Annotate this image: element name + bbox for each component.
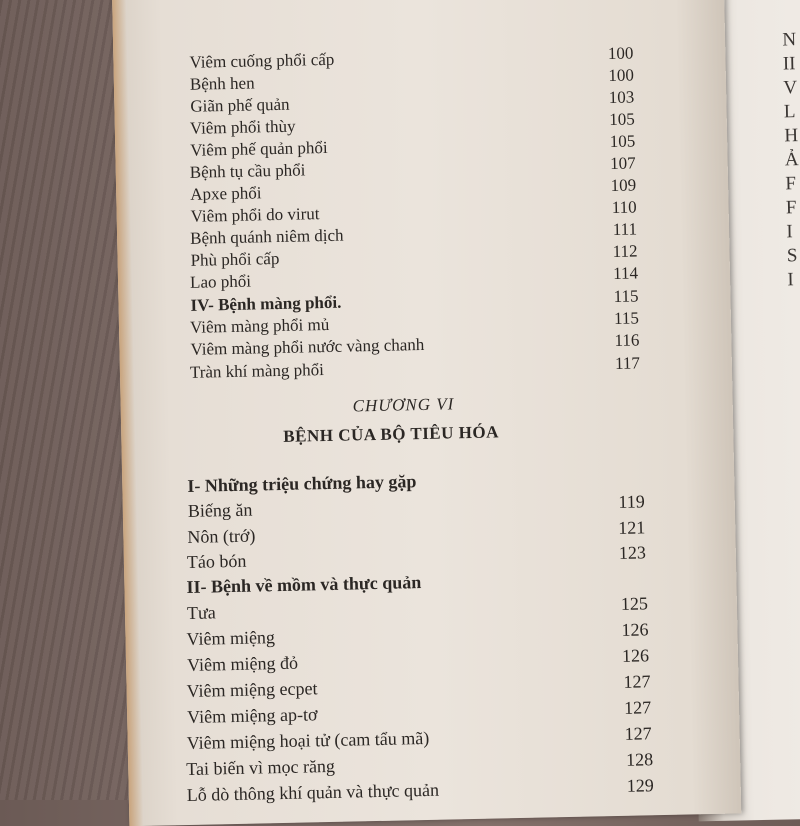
toc-entry-page: 115: [613, 308, 640, 328]
toc-entry-page: 100: [608, 65, 635, 86]
toc-entry-page: 100: [607, 43, 634, 64]
adjacent-page-fragment: F: [785, 173, 797, 195]
adjacent-page-fragment: F: [785, 197, 797, 219]
adjacent-page-fragment: Ả: [784, 149, 799, 171]
toc-entry-title: Phù phổi cấp: [190, 248, 280, 270]
toc-entry-page: 112: [612, 241, 638, 261]
toc-entry-title: Tai biến vì mọc răng: [186, 755, 336, 780]
toc-entry-page: 109: [610, 175, 637, 196]
toc-entry-page: 107: [609, 153, 636, 174]
toc-entry-page: 128: [625, 749, 654, 770]
toc-entry-page: 127: [624, 723, 652, 744]
adjacent-page-fragment: N: [782, 29, 797, 51]
toc-section-title: IV- Bệnh màng phổi.: [190, 292, 342, 315]
toc-entry-page: 103: [608, 87, 635, 108]
toc-entry-title: Viêm miệng: [186, 627, 276, 649]
toc-entry-title: Táo bón: [186, 550, 247, 572]
toc-entry-page: 110: [611, 197, 637, 217]
toc-entry-title: Viêm miệng hoại tử (cam tẩu mã): [186, 727, 430, 754]
adjacent-page-fragment: II: [782, 53, 796, 75]
book-page: [112, 0, 741, 826]
toc-entry-page: 125: [620, 593, 649, 614]
toc-entry-title: Biếng ăn: [187, 499, 253, 521]
adjacent-page-fragment: H: [784, 125, 799, 147]
toc-entry-page: 105: [609, 109, 635, 130]
toc-entry-page: 116: [614, 330, 640, 350]
toc-entry-page: 119: [618, 491, 645, 512]
toc-entry-title: Viêm miệng ap-tơ: [186, 704, 318, 727]
toc-entry-page: 114: [612, 263, 639, 283]
toc-entry-page: 111: [612, 219, 638, 239]
toc-entry-title: Nôn (trớ): [187, 525, 256, 547]
toc-entry-title: Lỗ dò thông khí quản và thực quản: [186, 779, 440, 806]
toc-entry-title: Lao phổi: [189, 271, 252, 292]
chapter-title: BỆNH CỦA BỘ TIÊU HÓA: [283, 422, 500, 446]
toc-entry-page: 123: [618, 542, 647, 563]
toc-entry-title: Bệnh tụ cầu phổi: [189, 160, 306, 182]
adjacent-page-fragment: S: [786, 245, 798, 267]
chapter-label: CHƯƠNG VI: [352, 394, 455, 416]
toc-entry-page: 115: [613, 286, 639, 306]
adjacent-page-fragment: I: [786, 221, 793, 243]
wood-background: [0, 0, 130, 800]
toc-entry-title: Apxe phổi: [190, 183, 262, 204]
adjacent-page-fragment: I: [787, 269, 794, 291]
toc-entry-page: 129: [626, 775, 654, 796]
toc-entry-title: Tràn khí màng phổi: [189, 360, 325, 382]
toc-entry-title: Viêm miệng ecpet: [186, 678, 318, 701]
toc-entry-page: 126: [621, 619, 649, 640]
toc-entry-page: 121: [618, 517, 646, 538]
toc-entry-title: Viêm miệng đỏ: [186, 652, 299, 675]
toc-entry-title: Viêm phế quản phổi: [190, 137, 328, 160]
toc-entry-page: 127: [623, 697, 652, 718]
adjacent-page-fragment: V: [783, 77, 798, 99]
toc-entry-title: Giãn phế quản: [190, 94, 290, 116]
toc-entry-title: Viêm màng phổi mủ: [189, 314, 330, 337]
toc-entry-title: Viêm phổi do virut: [190, 204, 320, 226]
toc-entry-title: Bệnh quánh niêm dịch: [189, 225, 344, 248]
toc-entry-title: Viêm màng phổi nước vàng chanh: [190, 334, 425, 359]
toc-section-title: II- Bệnh về mồm và thực quản: [186, 572, 422, 597]
toc-entry-page: 117: [614, 353, 641, 373]
toc-entry-page: 105: [609, 131, 636, 152]
toc-entry-page: 127: [623, 671, 651, 692]
toc-entry-title: Tưa: [186, 602, 216, 623]
toc-entry-title: Bệnh hen: [189, 73, 255, 94]
toc-entry-title: Viêm phổi thùy: [189, 116, 296, 138]
toc-entry-title: Viêm cuống phổi cấp: [189, 49, 335, 72]
adjacent-page-fragment: L: [783, 101, 796, 123]
toc-entry-page: 126: [621, 645, 650, 666]
toc-section-title: I- Những triệu chứng hay gặp: [187, 471, 417, 496]
